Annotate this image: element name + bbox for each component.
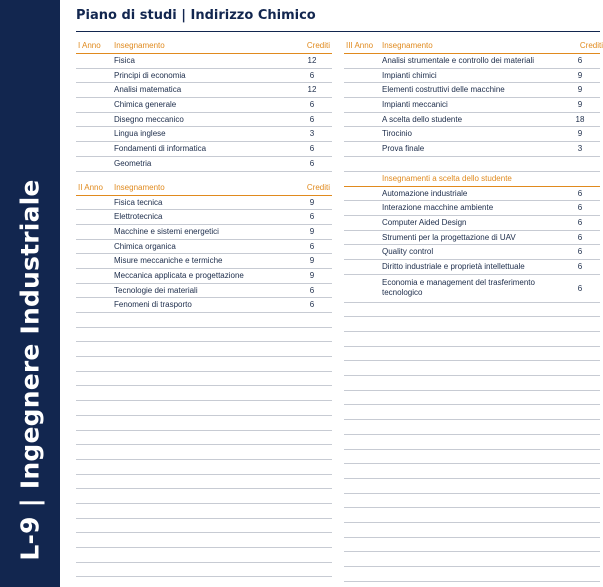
section-gap [76,172,332,181]
course-credits: 3 [577,144,583,154]
course-name: Fenomeni di trasporto [114,300,192,310]
course-credits: 9 [577,100,583,110]
second-year-header [76,181,332,196]
third-year-list [344,54,600,172]
blank-ruled-lines [344,303,600,582]
blank-line [76,328,332,343]
course-name: Tirocinio [382,129,412,139]
right-column [344,39,603,582]
course-row [344,113,600,128]
course-credits: 6 [309,144,315,154]
blank-line [344,332,600,347]
course-credits: 12 [307,85,317,95]
blank-line [76,475,332,490]
course-row [344,69,600,84]
elective-row [344,187,600,202]
course-row [76,254,332,269]
course-credits: 6 [577,203,583,213]
course-credits: 6 [309,300,315,310]
course-credits: 9 [309,270,315,280]
course-row [76,83,332,98]
blank-line [344,538,600,553]
course-row [76,157,332,172]
first-year-list [76,54,332,172]
course-name: Interazione macchine ambiente [382,203,494,213]
side-band [0,0,60,587]
course-name: Economia e management del trasferimento tecnologico [382,277,535,297]
page-title: Piano di studi | Indirizzo Chimico [76,8,316,23]
course-credits: 6 [577,247,583,257]
blank-line [344,567,600,582]
year-label: I Anno [78,41,101,50]
left-column [76,39,332,577]
course-credits: 6 [577,56,583,65]
title-divider [76,31,600,32]
course-credits: 9 [577,85,583,95]
elective-row [344,245,600,260]
course-name: Fisica tecnica [114,197,163,207]
blank-line [344,552,600,567]
course-row [344,98,600,113]
course-credits: 9 [309,256,315,266]
course-row [76,54,332,69]
course-credits: 6 [309,241,315,251]
blank-line [344,494,600,509]
blank-line [76,563,332,578]
course-row [76,113,332,128]
course-row [344,127,600,142]
course-name: Fondamenti di informatica [114,144,207,154]
course-name: Chimica generale [114,100,177,110]
course-credits: 6 [309,100,315,110]
course-credits: 6 [309,158,315,168]
blank-line [76,416,332,431]
course-row [344,54,600,69]
elective-row [344,201,600,216]
course-row [76,269,332,284]
course-name: Geometria [114,158,152,168]
course-row [76,298,332,313]
blank-line [76,313,332,328]
course-credits: 6 [577,261,583,271]
course-row [76,225,332,240]
blank-line [344,347,600,362]
blank-line [76,533,332,548]
blank-line [76,504,332,519]
course-credits: 9 [577,129,583,139]
course-name: Lingua inglese [114,129,166,139]
course-credits: 6 [309,285,315,295]
course-name: Automazione industriale [382,188,468,198]
blank-line [344,420,600,435]
blank-line [76,460,332,475]
elective-row [344,216,600,231]
electives-list [344,187,600,303]
second-year-list [76,196,332,314]
blank-line [76,548,332,563]
elective-row [344,260,600,275]
course-row [76,196,332,211]
course-name: Impianti meccanici [382,100,448,110]
course-row [344,142,600,157]
blank-line [344,391,600,406]
electives-header [344,172,600,187]
course-credits: 9 [309,226,315,236]
blank-line [344,376,600,391]
course-name: Principi di economia [114,70,186,80]
blank-line [76,372,332,387]
course-name: Tecnologie dei materiali [114,285,198,295]
course-column-header: Insegnamento [382,41,433,50]
course-row [76,284,332,299]
blank-line [76,519,332,534]
course-column-header: Insegnamento [114,182,165,192]
blank-line [344,361,600,376]
course-name: Misure meccaniche e termiche [114,256,223,266]
course-credits: 18 [575,114,585,124]
course-name: Strumenti per la progettazione di UAV [382,232,516,242]
course-credits: 3 [309,129,315,139]
course-row [76,142,332,157]
blank-line [344,450,600,465]
blank-line [76,445,332,460]
course-credits: 12 [307,56,317,65]
sidebar-title: L-9 | Ingegnere Industriale [15,179,45,561]
credits-column-header: Crediti [306,182,330,192]
blank-line [344,405,600,420]
course-credits: 9 [577,70,583,80]
course-name: Elementi costruttivi delle macchine [382,85,505,95]
blank-line [344,435,600,450]
course-row [76,69,332,84]
course-name: Prova finale [382,144,425,154]
course-name: Analisi matematica [114,85,182,95]
first-year-header [76,39,332,54]
year-label: III Anno [346,41,374,50]
course-name: Impianti chimici [382,70,437,80]
blank-line [344,508,600,523]
course-row [76,240,332,255]
course-credits: 6 [577,217,583,227]
blank-line [344,303,600,318]
course-name: Macchine e sistemi energetici [114,226,219,236]
elective-row [344,231,600,246]
third-year-header [344,39,603,54]
course-row [344,83,600,98]
blank-line [76,342,332,357]
course-name: Meccanica applicata e progettazione [114,270,244,280]
blank-line [76,386,332,401]
course-row [76,98,332,113]
course-name: Quality control [382,247,434,257]
blank-ruled-lines [76,313,332,577]
blank-line [344,317,600,332]
course-credits: 6 [577,232,583,242]
course-name: Analisi strumentale e controllo dei materiali [382,56,535,65]
course-name: A scelta dello studente [382,114,463,124]
credits-column-header: Crediti [579,41,603,50]
course-row [76,127,332,142]
course-column-header: Insegnamento [114,41,165,50]
course-credits: 6 [577,188,583,198]
course-name: Disegno meccanico [114,114,184,124]
elective-row [344,275,600,303]
blank-line [344,523,600,538]
blank-line [344,157,600,172]
year-label: II Anno [78,182,103,192]
course-credits: 9 [309,197,315,207]
course-name: Elettrotecnica [114,212,163,222]
course-credits: 6 [577,283,583,293]
electives-title: Insegnamenti a scelta dello studente [382,173,512,183]
credits-column-header: Crediti [306,41,330,50]
course-credits: 6 [309,212,315,222]
blank-line [76,431,332,446]
blank-line [76,401,332,416]
blank-line [76,489,332,504]
course-name: Chimica organica [114,241,176,251]
blank-line [76,357,332,372]
blank-line [344,464,600,479]
course-credits: 6 [309,70,315,80]
course-name: Fisica [114,56,135,65]
blank-line [344,479,600,494]
course-row [76,210,332,225]
course-name: Diritto industriale e proprietà intellettuale [382,261,525,271]
course-credits: 6 [309,114,315,124]
course-name: Computer Aided Design [382,217,467,227]
